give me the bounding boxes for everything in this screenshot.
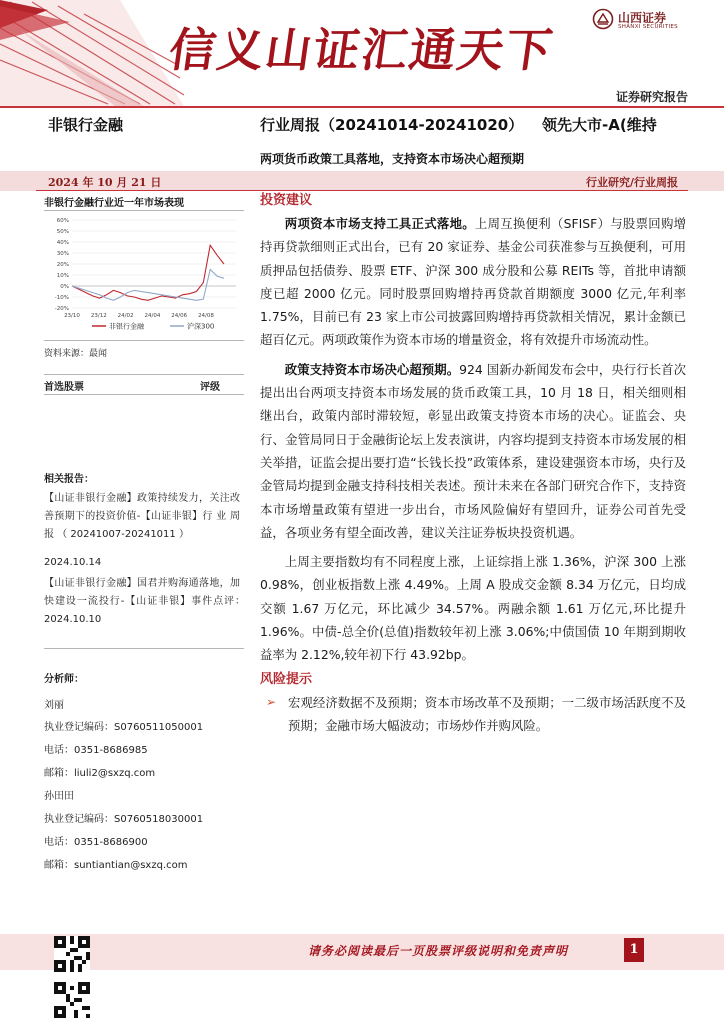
analyst-phone: 电话：0351-8686900 — [44, 837, 148, 848]
slogan: 信义山证汇通天下 — [165, 23, 558, 77]
related-report-1: 【山证非银行金融】政策持续发力，关注改善预期下的投资价值-【山证非银】行 业 周 报 （ 20241007-20241011 ） — [44, 493, 240, 540]
y-tick-label: -10% — [54, 295, 69, 301]
paragraph-1-body: 上周互换便利（SFISF）与股票回购增持再贷款细则正式出台，已有 20 家证券、基金公司获准参与互换便利，可用质押品包括债券、股票 ETF、沪深 300 成分股和公募 REITs 等，首批申请额度已超 2000 亿元。同时股票回购增持再贷款首期额度 3000 亿元,年利率 1.75%，目前已有 23 家上市公司披露回购增持再贷款相关情况，累计金额已超百亿元。两项政策作为资本市场的增量资金，将有效提升市场流动性。 — [260, 216, 687, 348]
x-tick-label: 24/08 — [198, 313, 214, 319]
sector-title: 非银行金融 — [48, 116, 124, 134]
paragraph-2-body: 924 国新办新闻发布会中，央行行长首次提出出台两项支持资本市场发展的货币政策工具，10 月 18 日，相关细则相继出台，政策内部时滞较短，彰显出政策支持资本市场的决心。证监会、央行、金管局同日于金融街论坛上发表演讲，内容均提到支持资本市场发展的相关举措，证监会提出要打造“长钱长投”政策体系，建设建强资本市场，央行及金管局均提到金融支持科技相关表述。预计未来在各部门研究合作下，支持资本市场增量政策有望进一步出台，市场风险偏好有望回升，证券公司首先受益，各项业务有望全面改善，建议关注证券板块投资机遇。 — [260, 361, 687, 540]
bullet-arrow-icon: ➢ — [266, 694, 277, 709]
y-tick-label: 0% — [60, 284, 69, 290]
x-tick-label: 24/04 — [144, 313, 161, 319]
y-tick-label: 20% — [56, 262, 69, 268]
divider — [44, 210, 244, 211]
chart-source: 资料来源：最闻 — [44, 349, 108, 359]
risk-text: 宏观经济数据不及预期；资本市场改革不及预期；一二级市场活跃度不及预期；金融市场大幅波动；市场炒作并购风险。 — [288, 694, 686, 733]
divider — [44, 394, 244, 395]
report-category: 行业研究/行业周报 — [585, 176, 678, 189]
x-tick-label: 23/10 — [64, 313, 80, 319]
related-report-1-date: 2024.10.14 — [44, 557, 102, 568]
analyst-email: 邮箱：liuli2@sxzq.com — [44, 768, 156, 779]
analyst-reg-code: 执业登记编码：S0760511050001 — [44, 722, 204, 733]
legend-label: 沪深300 — [187, 322, 215, 331]
company-name-en: SHANXI SECURITIES — [618, 24, 678, 30]
analysts-heading: 分析师： — [44, 674, 84, 685]
analyst-phone: 电话：0351-8686985 — [44, 745, 148, 756]
x-tick-label: 23/12 — [90, 313, 107, 319]
report-subtitle: 两项货币政策工具落地，支持资本市场决心超预期 — [260, 152, 525, 166]
related-report-2: 【山证非银行金融】国君并购海通落地，加快建设一流投行-【山证非银】事件点评： 2024.10.10 — [44, 578, 250, 625]
divider — [44, 374, 244, 375]
y-tick-label: 30% — [56, 251, 69, 257]
chart-title: 非银行金融行业近一年市场表现 — [44, 198, 184, 209]
y-tick-label: 10% — [56, 273, 69, 279]
main-content — [260, 190, 686, 737]
company-logo-icon — [592, 8, 614, 30]
investment-advice-heading: 投资建议 — [260, 193, 313, 208]
paragraph-1 — [260, 212, 686, 352]
y-tick-label: 50% — [56, 229, 69, 235]
qr-code-icon — [54, 936, 90, 972]
related-reports-heading: 相关报告： — [44, 474, 94, 485]
analyst-name: 刘丽 — [44, 700, 64, 711]
stock-picks-label: 首选股票 — [44, 382, 84, 393]
disclaimer: 请务必阅读最后一页股票评级说明和免责声明 — [308, 944, 569, 958]
report-date: 2024 年 10 月 21 日 — [48, 176, 162, 189]
paragraph-3: 上周主要指数均有不同程度上涨，上证综指上涨 1.36%，沪深 300 上涨 0.98%，创业板指数上涨 4.49%。上周 A 股成交金额 8.34 万亿元，日均成交额 1.67 万亿元，环比减少 34.57%。两融余额 1.61 万亿元,环比提升 1.96%。中债-总全价(总值)指数较年初上涨 3.06%;中债国债 10 年期到期收益率为 2.12%,较年初下行 43.92bp。 — [260, 554, 686, 663]
page-number: 1 — [624, 938, 644, 962]
analyst-name: 孙田田 — [44, 791, 74, 802]
y-tick-label: -20% — [54, 306, 69, 312]
industry-rating: 领先大市-A(维持 — [542, 116, 657, 134]
risk-heading: 风险提示 — [260, 671, 313, 687]
company-name: 山西证券 — [618, 11, 667, 25]
company-logo — [592, 8, 720, 34]
qr-code-icon — [54, 982, 90, 1018]
report-title: 行业周报（20241014-20241020） — [260, 116, 524, 134]
legend-label: 非银行金融 — [109, 322, 144, 331]
x-tick-label: 24/02 — [117, 313, 134, 319]
paragraph-2-lead: 政策支持资本市场决心超预期。 — [284, 361, 460, 377]
risk-item — [260, 691, 686, 738]
analyst-email: 邮箱：suntiantian@sxzq.com — [44, 860, 188, 871]
divider — [44, 648, 244, 649]
paragraph-1-lead: 两项资本市场支持工具正式落地。 — [284, 216, 475, 231]
y-tick-label: 40% — [56, 240, 69, 246]
divider — [44, 340, 244, 341]
report-type: 证券研究报告 — [615, 90, 688, 104]
stock-picks-rating-label: 评级 — [200, 382, 220, 393]
market-performance-chart — [44, 216, 244, 340]
header-banner — [0, 0, 724, 108]
y-tick-label: 60% — [56, 218, 69, 224]
paragraph-2 — [260, 358, 686, 544]
analyst-reg-code: 执业登记编码：S0760518030001 — [44, 814, 204, 825]
x-tick-label: 24/06 — [171, 313, 188, 319]
